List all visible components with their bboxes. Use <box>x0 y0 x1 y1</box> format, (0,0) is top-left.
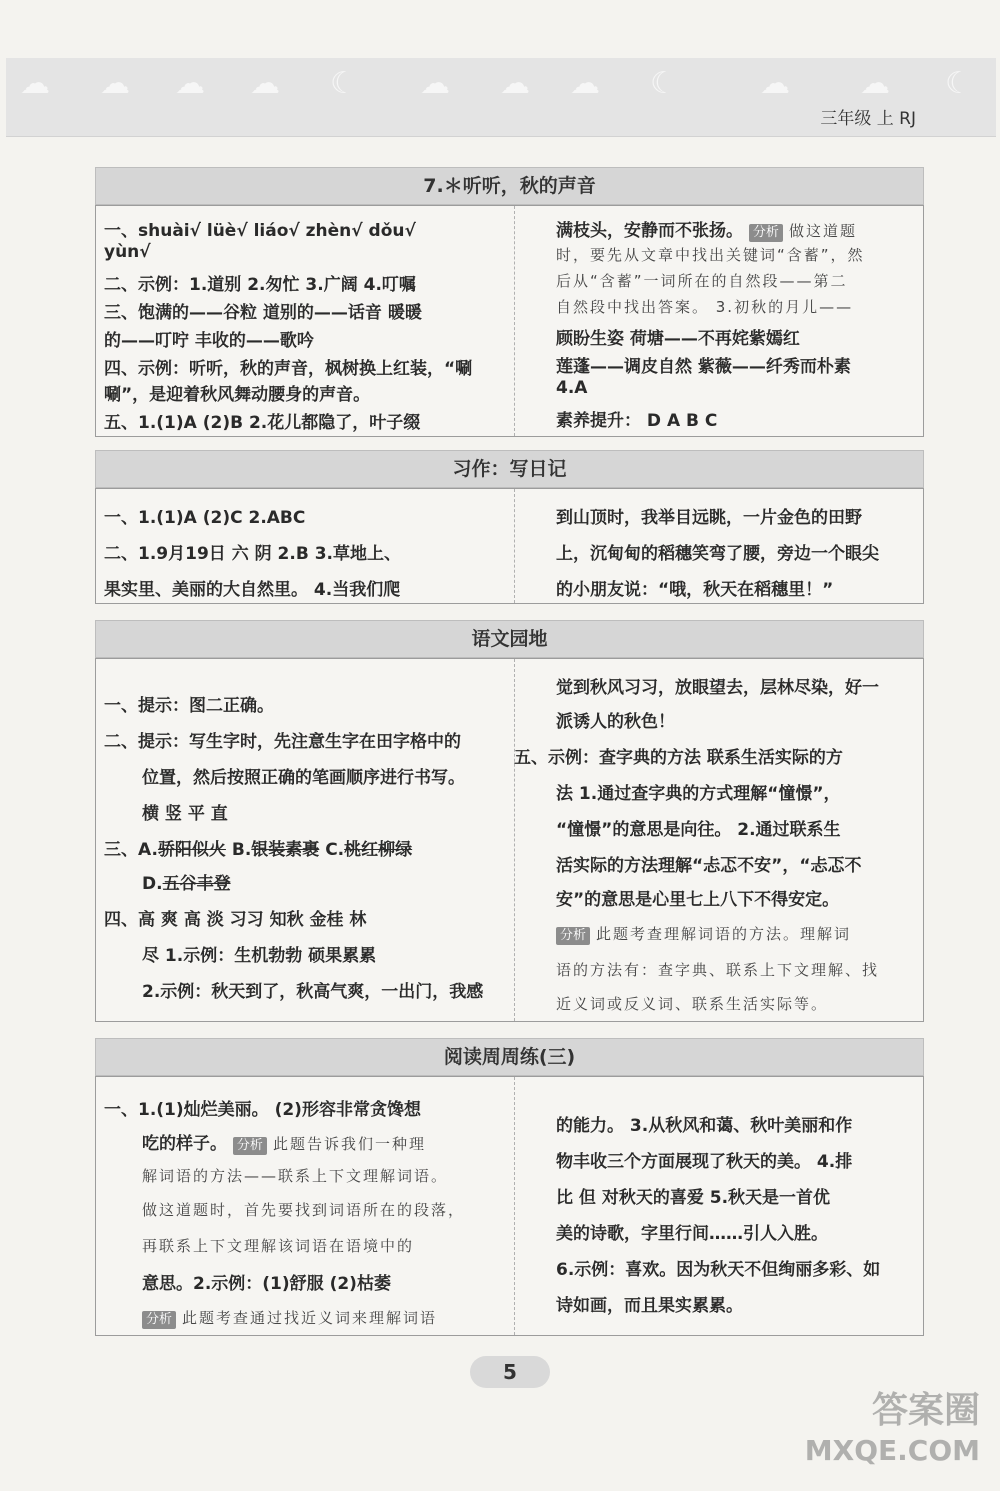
analysis-line: 近义词或反义词、联系生活实际等。 <box>556 995 829 1013</box>
answer-line: 二、示例：1.道别 2.匆忙 3.广阔 4.叮嘱 <box>104 275 416 295</box>
answer-line: 五、示例：查字典的方法 联系生活实际的方 <box>514 748 843 768</box>
answer-box <box>95 205 924 437</box>
analysis-tag: 分析 <box>142 1311 176 1329</box>
answer-line: 到山顶时，我举目远眺，一片金色的田野 <box>556 508 862 528</box>
answer-line: 唰”，是迎着秋风舞动腰身的声音。 <box>104 385 371 405</box>
analysis-tag: 分析 <box>749 224 783 242</box>
analysis-line: 做这道题时，首先要找到词语所在的段落， <box>142 1201 466 1219</box>
cloud-icon: ☁ <box>860 66 890 101</box>
answer-box <box>95 1076 924 1336</box>
cloud-icon: ☁ <box>570 66 600 101</box>
answer-line: 莲蓬——调皮自然 紫薇——纤秀而朴素 <box>556 357 851 377</box>
answer-line: 吃的样子。 分析 此题告诉我们一种理 <box>142 1134 426 1154</box>
answer-line: 觉到秋风习习，放眼望去，层林尽染，好一 <box>556 678 879 698</box>
cloud-icon: ☁ <box>760 66 790 101</box>
cloud-icon: ☁ <box>175 66 205 101</box>
answer-line: 尽 1.示例：生机勃勃 硕果累累 <box>142 946 377 966</box>
analysis-line: 解词语的方法——联系上下文理解词语。 <box>142 1167 449 1185</box>
analysis-line: 自然段中找出答案。 3.初秋的月儿—— <box>556 298 854 316</box>
answer-line: 三、饱满的——谷粒 道别的——话音 暖暖 <box>104 303 422 323</box>
answer-line: 果实里、美丽的大自然里。 4.当我们爬 <box>104 580 401 600</box>
analysis-line: 后从“含蓄”一词所在的自然段——第二 <box>556 272 848 290</box>
answer-line: 顾盼生姿 荷塘——不再姹紫嫣红 <box>556 329 800 349</box>
answer-line: 一、提示：图二正确。 <box>104 696 274 716</box>
analysis-line: 时，要先从文章中找出关键词“含蓄”，然 <box>556 246 865 264</box>
answer-line: 的能力。 3.从秋风和蔼、秋叶美丽和作 <box>556 1116 853 1136</box>
answer-line: 一、1.(1)A (2)C 2.ABC <box>104 508 306 528</box>
answer-line: “憧憬”的意思是向往。 2.通过联系生 <box>556 820 841 840</box>
moon-icon: ☾ <box>650 66 677 101</box>
answer-line: 意思。2.示例：(1)舒服 (2)枯萎 <box>142 1274 391 1294</box>
answer-line: 美的诗歌，字里行间……引人入胜。 <box>556 1224 828 1244</box>
answer-line: 法 1.通过查字典的方式理解“憧憬”， <box>556 784 841 804</box>
cloud-icon: ☁ <box>100 66 130 101</box>
cloud-icon: ☁ <box>20 66 50 101</box>
answer-line: 素养提升： D A B C <box>556 411 718 431</box>
analysis-line: 语的方法有：查字典、联系上下文理解、找 <box>556 961 880 979</box>
answer-line: 三、A.骄阳似火 B.银装素裹 C.桃红柳绿 <box>104 840 413 860</box>
answer-line: 4.A <box>556 378 588 398</box>
answer-line: 一、shuài√ lüè√ liáo√ zhèn√ dǒu√ <box>104 221 416 241</box>
answer-line: 五、1.(1)A (2)B 2.花儿都隐了，叶子缀 <box>104 413 421 433</box>
section-title: 习作：写日记 <box>95 450 924 488</box>
answer-line: 上，沉甸甸的稻穗笑弯了腰，旁边一个眼尖 <box>556 544 879 564</box>
answer-box <box>95 488 924 604</box>
answer-line: 物丰收三个方面展现了秋天的美。 4.排 <box>556 1152 853 1172</box>
grade-label: 三年级 上 RJ <box>820 109 916 129</box>
answer-line: 活实际的方法理解“忐忑不安”，“忐忑不 <box>556 856 862 876</box>
answer-line: 位置，然后按照正确的笔画顺序进行书写。 <box>142 768 465 788</box>
answer-line: 的小朋友说：“哦，秋天在稻穗里！” <box>556 580 834 600</box>
answer-line: 一、1.(1)灿烂美丽。 (2)形容非常贪馋想 <box>104 1100 421 1120</box>
analysis-line: 分析 此题考查通过找近义词来理解词语 <box>142 1307 437 1329</box>
cloud-icon: ☁ <box>500 66 530 101</box>
moon-icon: ☾ <box>945 66 972 101</box>
answer-box <box>95 658 924 1022</box>
answer-line: 2.示例：秋天到了，秋高气爽，一出门，我感 <box>142 982 484 1002</box>
answer-line: 满枝头，安静而不张扬。 分析 做这道题 <box>556 221 857 241</box>
section-title: 7.＊听听，秋的声音 <box>95 167 924 205</box>
watermark-brand: 答案圈 <box>871 1390 980 1431</box>
page-number: 5 <box>470 1356 550 1388</box>
watermark <box>805 1391 980 1471</box>
answer-line: 横 竖 平 直 <box>142 804 228 824</box>
section-title: 阅读周周练(三) <box>95 1038 924 1076</box>
cloud-icon: ☁ <box>420 66 450 101</box>
moon-icon: ☾ <box>330 66 357 101</box>
analysis-tag: 分析 <box>556 927 590 945</box>
answer-line: 安”的意思是心里七上八下不得安定。 <box>556 890 840 910</box>
answer-line: yùn√ <box>104 242 151 262</box>
answer-line: D.五谷丰登 <box>142 874 231 894</box>
answer-line: 的——叮咛 丰收的——歌吟 <box>104 331 314 351</box>
analysis-tag: 分析 <box>233 1137 267 1155</box>
answer-line: 四、示例：听听，秋的声音，枫树换上红装，“唰 <box>104 359 473 379</box>
answer-line: 比 但 对秋天的喜爱 5.秋天是一首优 <box>556 1188 831 1208</box>
analysis-line: 分析 此题考查理解词语的方法。理解词 <box>556 923 851 945</box>
watermark-site: MXQE.COM <box>804 1434 980 1467</box>
section-title: 语文园地 <box>95 620 924 658</box>
answer-line: 派诱人的秋色！ <box>556 712 675 732</box>
analysis-line: 再联系上下文理解该词语在语境中的 <box>142 1237 415 1255</box>
cloud-icon: ☁ <box>250 66 280 101</box>
answer-line: 二、提示：写生字时，先注意生字在田字格中的 <box>104 732 461 752</box>
answer-line: 6.示例：喜欢。因为秋天不但绚丽多彩、如 <box>556 1260 881 1280</box>
answer-line: 诗如画，而且果实累累。 <box>556 1296 743 1316</box>
answer-line: 二、1.9月19日 六 阴 2.B 3.草地上、 <box>104 544 401 564</box>
answer-line: 四、高 爽 高 淡 习习 知秋 金桂 林 <box>104 910 367 930</box>
